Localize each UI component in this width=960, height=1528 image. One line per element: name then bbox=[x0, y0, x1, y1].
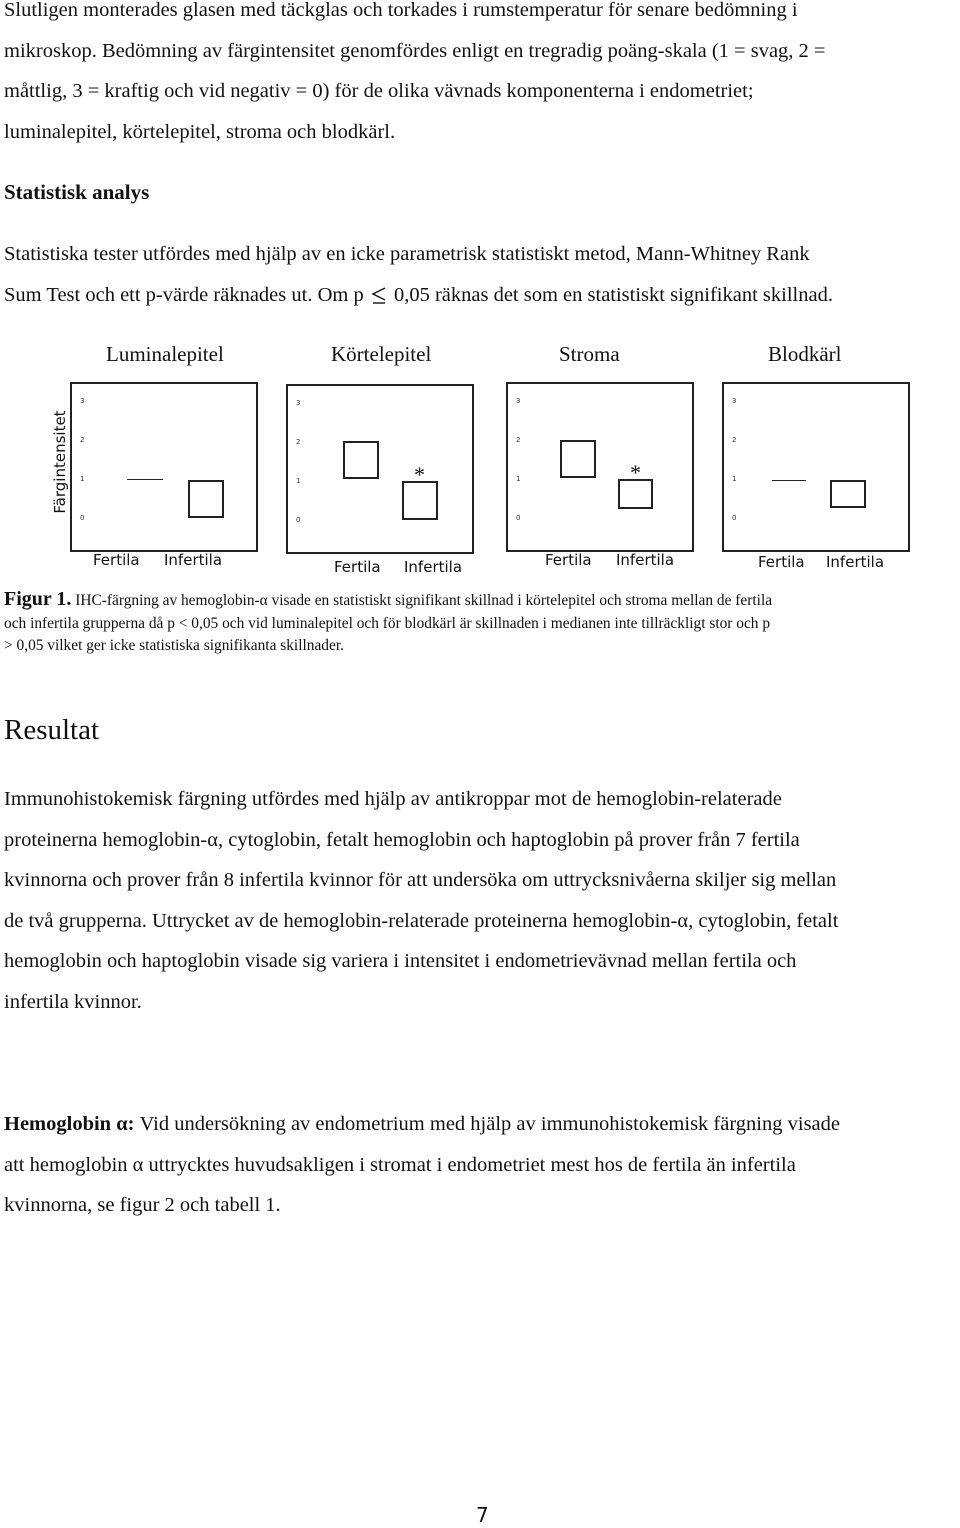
group-label-fertila: Fertila bbox=[93, 551, 140, 569]
y-tick: 3 bbox=[296, 399, 301, 407]
intro-line: måttlig, 3 = kraftig och vid negativ = 0) för de olika vävnads komponenterna i endometriet; bbox=[4, 80, 754, 102]
intro-line: Slutligen monterades glasen med täckglas och torkades i rumstemperatur för senare bedömning i bbox=[4, 0, 798, 21]
page-number: 7 bbox=[476, 1503, 489, 1527]
stat-line: Statistiska tester utfördes med hjälp av en icke parametrisk statistiskt metod, Mann-Whitney Rank bbox=[4, 243, 810, 265]
y-tick: 3 bbox=[516, 397, 521, 405]
resultat-line: hemoglobin och haptoglobin visade sig variera i intensitet i endometrievävnad mellan fertila och bbox=[4, 950, 797, 972]
resultat-line: infertila kvinnor. bbox=[4, 990, 142, 1013]
resultat-line: kvinnorna och prover från 8 infertila kvinnor för att undersöka om uttrycksnivåerna skiljer sig mellan bbox=[4, 869, 837, 891]
panel-title-luminalepitel: Luminalepitel bbox=[106, 342, 224, 366]
stat-line-part: Sum Test och ett p-värde räknades ut. Om p bbox=[4, 283, 369, 306]
y-tick: 1 bbox=[732, 475, 737, 483]
resultat-paragraph bbox=[4, 779, 956, 1022]
stat-line-part: 0,05 räknas det som en statistiskt signifikant skillnad. bbox=[388, 283, 833, 306]
plot-blodkarl bbox=[722, 382, 910, 552]
y-axis-label: Färgintensitet bbox=[51, 410, 69, 514]
caption-line: och infertila grupperna då p < 0,05 och vid luminalepitel och för blodkärl är skillnaden i medianen inte tillräckligt stor och p bbox=[4, 614, 771, 632]
significance-marker: * bbox=[414, 462, 425, 487]
box-infertila bbox=[188, 480, 224, 518]
box-infertila bbox=[830, 480, 866, 508]
y-tick: 2 bbox=[516, 436, 521, 444]
group-label-fertila: Fertila bbox=[545, 551, 592, 569]
y-tick: 1 bbox=[296, 477, 301, 485]
panel-title-blodkarl: Blodkärl bbox=[768, 342, 842, 366]
significance-marker: * bbox=[630, 460, 641, 485]
plot-stroma bbox=[506, 382, 694, 552]
resultat-line: proteinerna hemoglobin-α, cytoglobin, fetalt hemoglobin och haptoglobin på prover från 7 fertila bbox=[4, 828, 800, 851]
y-tick: 0 bbox=[296, 516, 301, 524]
hemoglobin-line bbox=[4, 1104, 956, 1145]
y-tick: 1 bbox=[516, 475, 521, 483]
y-tick: 2 bbox=[296, 438, 301, 446]
caption-line bbox=[4, 588, 956, 613]
panel-title-stroma: Stroma bbox=[559, 342, 620, 366]
section-heading-statistisk-analys: Statistisk analys bbox=[4, 180, 150, 204]
hemoglobin-paragraph bbox=[4, 1104, 956, 1226]
group-label-fertila: Fertila bbox=[758, 553, 805, 571]
stat-paragraph bbox=[4, 234, 956, 315]
y-tick: 3 bbox=[732, 397, 737, 405]
intro-line: mikroskop. Bedömning av färgintensitet genomfördes enligt en tregradig poäng-skala (1 = svag, 2 = bbox=[4, 39, 826, 62]
y-tick: 2 bbox=[732, 436, 737, 444]
median-line-fertila bbox=[127, 479, 163, 480]
less-or-equal-symbol bbox=[371, 278, 387, 296]
box-fertila bbox=[560, 440, 596, 478]
y-tick: 0 bbox=[516, 514, 521, 522]
stat-line bbox=[4, 275, 956, 316]
median-line-fertila bbox=[772, 480, 806, 481]
y-tick: 0 bbox=[80, 514, 85, 522]
plot-luminalepitel bbox=[70, 382, 258, 552]
intro-paragraph bbox=[4, 0, 956, 152]
hemoglobin-label: Hemoglobin α: bbox=[4, 1113, 135, 1135]
section-heading-resultat: Resultat bbox=[4, 714, 100, 746]
figure-caption bbox=[4, 588, 956, 658]
y-tick: 3 bbox=[80, 397, 85, 405]
group-label-infertila: Infertila bbox=[826, 553, 885, 571]
y-tick: 0 bbox=[732, 514, 737, 522]
panel-title-kortelepitel: Körtelepitel bbox=[331, 342, 432, 366]
y-tick: 2 bbox=[80, 436, 85, 444]
resultat-line: de två grupperna. Uttrycket av de hemoglobin-relaterade proteinerna hemoglobin-α, cytoglobin, fetalt bbox=[4, 909, 839, 932]
hemoglobin-line: kvinnorna, se figur 2 och tabell 1. bbox=[4, 1194, 281, 1216]
group-label-infertila: Infertila bbox=[164, 551, 223, 569]
caption-label: Figur 1. bbox=[4, 588, 72, 610]
intro-line: luminalepitel, körtelepitel, stroma och blodkärl. bbox=[4, 120, 396, 143]
y-tick: 1 bbox=[80, 475, 85, 483]
hemoglobin-text: Vid undersökning av endometrium med hjälp av immunohistokemisk färgning visade bbox=[134, 1113, 840, 1135]
resultat-line: Immunohistokemisk färgning utfördes med hjälp av antikroppar mot de hemoglobin-relaterade bbox=[4, 788, 782, 810]
caption-text: IHC-färgning av hemoglobin-α visade en statistiskt signifikant skillnad i körtelepitel och stroma mellan de fertila bbox=[71, 592, 773, 609]
box-fertila bbox=[343, 441, 379, 479]
hemoglobin-line: att hemoglobin α uttrycktes huvudsakligen i stromat i endometriet mest hos de fertila än infertila bbox=[4, 1153, 796, 1176]
plot-kortelepitel bbox=[286, 384, 474, 554]
caption-line: > 0,05 vilket ger icke statistiska signifikanta skillnader. bbox=[4, 637, 344, 654]
group-label-fertila: Fertila bbox=[334, 558, 381, 576]
group-label-infertila: Infertila bbox=[616, 551, 675, 569]
group-label-infertila: Infertila bbox=[404, 558, 463, 576]
